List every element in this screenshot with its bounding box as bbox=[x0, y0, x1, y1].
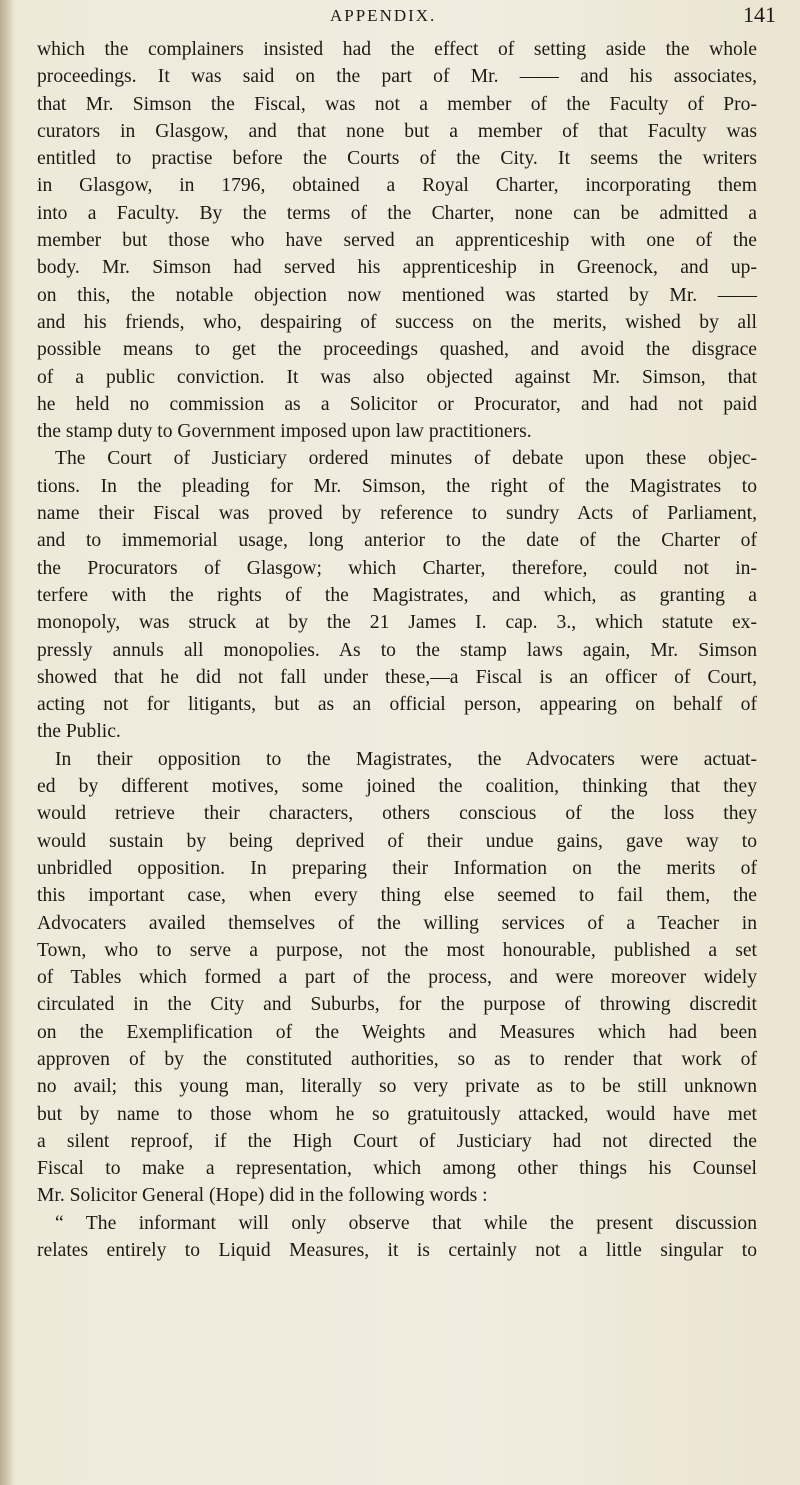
page-header bbox=[0, 2, 800, 32]
text-line: terfere with the rights of the Magistrates, and which, as granting a bbox=[37, 584, 757, 606]
text-line: a silent reproof, if the High Court of Justiciary had not directed the bbox=[37, 1130, 757, 1152]
running-head: APPENDIX. bbox=[330, 6, 437, 25]
text-line: circulated in the City and Suburbs, for the purpose of throwing discredit bbox=[37, 994, 757, 1016]
text-line: the Procurators of Glasgow; which Charter, therefore, could not in- bbox=[37, 557, 757, 579]
text-line: that Mr. Simson the Fiscal, was not a member of the Faculty of Pro- bbox=[37, 93, 757, 115]
text-line: of a public conviction. It was also objected against Mr. Simson, that bbox=[37, 366, 757, 388]
text-line: the stamp duty to Government imposed upon law practitioners. bbox=[37, 421, 532, 443]
text-line: but by name to those whom he so gratuitously attacked, would have met bbox=[37, 1103, 757, 1125]
text-line: no avail; this young man, literally so very private as to be still unknown bbox=[37, 1076, 757, 1098]
text-line: he held no commission as a Solicitor or Procurator, and had not paid bbox=[37, 393, 757, 415]
text-line: this important case, when every thing else seemed to fail them, the bbox=[37, 885, 757, 907]
page-gutter-shadow bbox=[0, 0, 14, 1485]
body-text bbox=[37, 36, 757, 1264]
text-line: the Public. bbox=[37, 721, 121, 743]
text-line: tions. In the pleading for Mr. Simson, the right of the Magistrates to bbox=[37, 475, 757, 497]
text-line: and his friends, who, despairing of success on the merits, wished by all bbox=[37, 311, 757, 333]
text-line: which the complainers insisted had the effect of setting aside the whole bbox=[37, 39, 757, 60]
page-number: 141 bbox=[743, 2, 776, 27]
text-line: possible means to get the proceedings quashed, and avoid the disgrace bbox=[37, 339, 757, 361]
text-line: Mr. Solicitor General (Hope) did in the following words : bbox=[37, 1185, 488, 1207]
text-line: proceedings. It was said on the part of Mr. —— and his associates, bbox=[37, 66, 757, 88]
text-line: ed by different motives, some joined the coalition, thinking that they bbox=[37, 776, 757, 798]
text-line: body. Mr. Simson had served his apprenticeship in Greenock, and up- bbox=[37, 257, 757, 279]
text-line: Fiscal to make a representation, which among other things his Counsel bbox=[37, 1158, 757, 1180]
text-line: and to immemorial usage, long anterior to the date of the Charter of bbox=[37, 530, 757, 552]
text-line: into a Faculty. By the terms of the Charter, none can be admitted a bbox=[37, 202, 757, 224]
text-line: The Court of Justiciary ordered minutes of debate upon these objec- bbox=[55, 448, 757, 470]
text-line: acting not for litigants, but as an official person, appearing on behalf of bbox=[37, 694, 757, 716]
text-line: curators in Glasgow, and that none but a member of that Faculty was bbox=[37, 120, 757, 142]
text-line: relates entirely to Liquid Measures, it is certainly not a little singular to bbox=[37, 1240, 757, 1262]
text-line: Town, who to serve a purpose, not the most honourable, published a set bbox=[37, 939, 757, 961]
text-line: on this, the notable objection now mentioned was started by Mr. —— bbox=[37, 284, 757, 306]
text-line: would sustain by being deprived of their undue gains, gave way to bbox=[37, 830, 757, 852]
text-line: pressly annuls all monopolies. As to the stamp laws again, Mr. Simson bbox=[37, 639, 757, 661]
text-line: In their opposition to the Magistrates, the Advocaters were actuat- bbox=[55, 748, 757, 770]
text-line: of Tables which formed a part of the process, and were moreover widely bbox=[37, 967, 757, 989]
text-line: monopoly, was struck at by the 21 James I. cap. 3., which statute ex- bbox=[37, 612, 757, 634]
text-line: would retrieve their characters, others conscious of the loss they bbox=[37, 803, 757, 825]
text-line: Advocaters availed themselves of the willing services of a Teacher in bbox=[37, 912, 757, 934]
text-line: entitled to practise before the Courts of the City. It seems the writers bbox=[37, 148, 757, 170]
text-line: on the Exemplification of the Weights and Measures which had been bbox=[37, 1021, 757, 1043]
text-line: “ The informant will only observe that while the present discussion bbox=[55, 1212, 757, 1234]
text-line: showed that he did not fall under these,—a Fiscal is an officer of Court, bbox=[37, 666, 757, 688]
text-line: name their Fiscal was proved by reference to sundry Acts of Parliament, bbox=[37, 503, 757, 525]
text-line: unbridled opposition. In preparing their Information on the merits of bbox=[37, 857, 757, 879]
text-line: member but those who have served an apprenticeship with one of the bbox=[37, 230, 757, 252]
text-line: in Glasgow, in 1796, obtained a Royal Charter, incorporating them bbox=[37, 175, 757, 197]
text-line: approven of by the constituted authorities, so as to render that work of bbox=[37, 1048, 757, 1070]
